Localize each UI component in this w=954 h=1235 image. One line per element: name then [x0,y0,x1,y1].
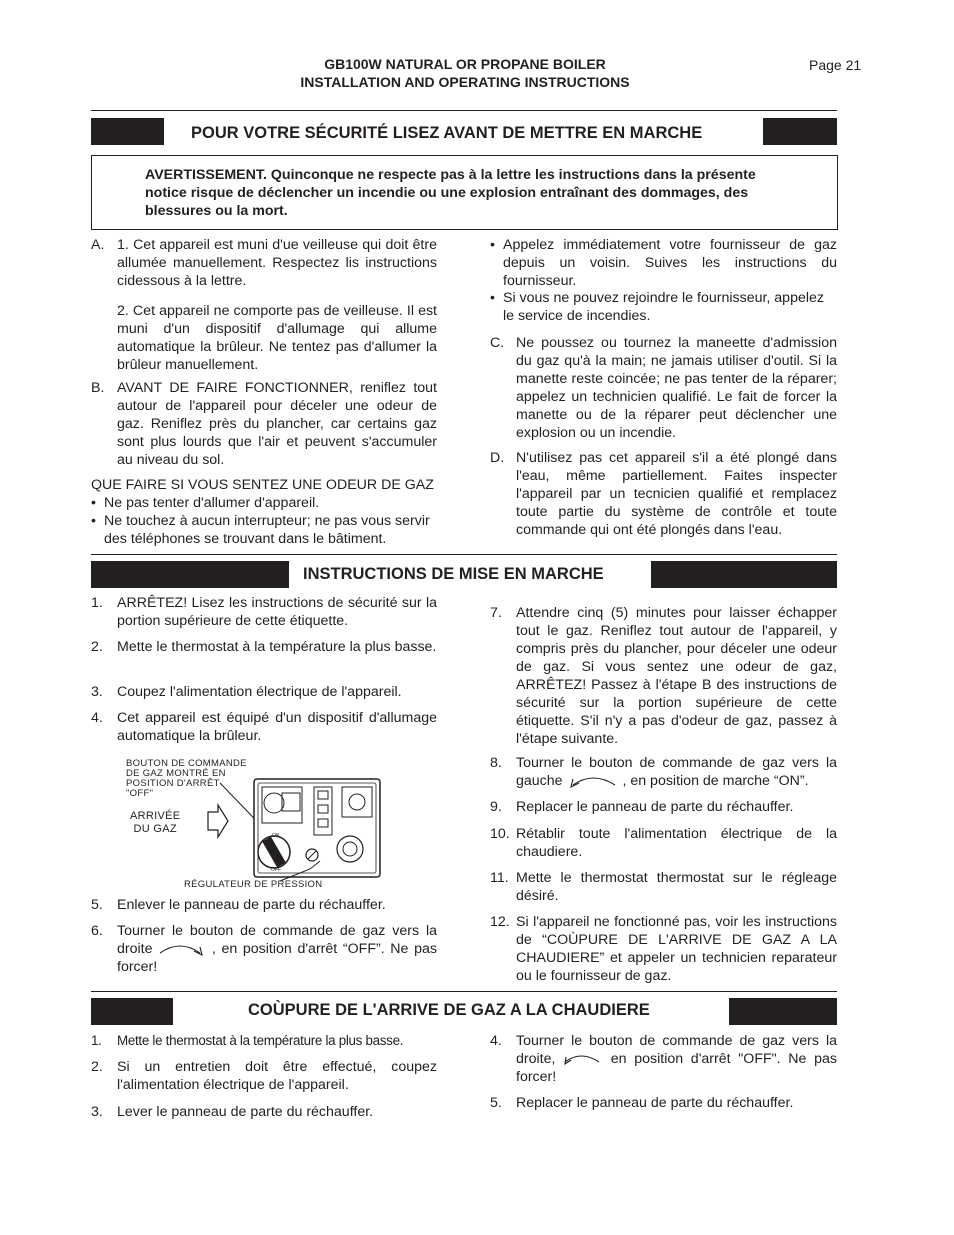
shutoff-step-5: 5. Replacer le panneau de parte du réchauffer. [490,1095,794,1111]
startup-step-4: 4. Cet appareil est équipé d'un dispositif d'allumage automatique la brûleur. [91,710,437,744]
item-label: A. [91,237,105,253]
startup-rule [91,554,837,555]
page-number: Page 21 [809,57,862,73]
shutoff-title: COÙPURE DE L'ARRIVE DE GAZ A LA CHAUDIERE [248,1001,650,1019]
shutoff-bar-right [729,998,837,1025]
startup-step-9: 9. Replacer le panneau de parte du réchauffer. [490,799,794,815]
startup-step-5: 5. Enlever le panneau de parte du réchauffer. [91,897,386,913]
startup-step-2: 2. Mette le thermostat à la température la plus basse. [91,639,437,655]
svg-text:OFF: OFF [271,867,281,873]
safety-bar-right [763,118,837,145]
bullet-text: Ne touchez à aucun interrupteur; ne pas vous servir des téléphones se trouvant dans le bâtiment. [104,513,430,547]
shutoff-step-4: 4. Tourner le bouton de commande de gaz vers la droite, en position d'arrêt "OFF". Ne pas forcer! [490,1033,837,1085]
que-faire-heading: QUE FAIRE SI VOUS SENTEZ UNE ODEUR DE GAZ [91,477,434,493]
safety-bar-left [91,118,164,145]
startup-bar-left [91,561,289,588]
startup-step-7: 7. Attendre cinq (5) minutes pour laisser échapper tout le gaz. Reniflez tout autour de l'appareil, y compris près du plancher, pour déceler une odeur de gaz. Si vous sentez une odeur de gaz, ARRÊTEZ! Passez à l'étape B des instructions de sécurité sur la portion supérieure de cette étiquette. S'il n'y a pas d'odeur de gaz, passez à l'étape suivante. [490,605,837,747]
startup-bar-right [651,561,837,588]
valve-drawing [120,757,390,882]
warning-text: AVERTISSEMENT. Quinconque ne respecte pas à la lettre les instructions dans la présente notice risque de déclencher un incendie ou une explosion entraînant des dommages, des blessures ou la mort. [145,167,756,219]
shutoff-step-2: 2. Si un entretien doit être effectué, coupez l'alimentation électrique de l'appareil. [91,1059,437,1093]
header-rule [91,110,837,111]
bullet-item: • Ne touchez à aucun interrupteur; ne pas vous servir des téléphones se trouvant dans le bâtiment. [91,512,437,548]
shutoff-bar-left [91,998,173,1025]
doc-header [200,55,730,91]
safety-item-b [91,379,437,469]
shutoff-step-3: 3. Lever le panneau de parte du réchauffer. [91,1104,374,1120]
startup-step-1: 1. ARRÊTEZ! Lisez les instructions de sécurité sur la portion supérieure de cette étiquette. [91,595,437,629]
item-label: B. [91,380,105,396]
startup-step-6: 6. Tourner le bouton de commande de gaz vers la droite , en position d'arrêt “OFF”. Ne pas forcer! [91,923,437,975]
shutoff-rule [91,991,837,992]
item-b-text: AVANT DE FAIRE FONCTIONNER, reniflez tout autour de l'appareil pour déceler une odeur de gaz. Reniflez près du plancher, car certains gaz sont plus lourds que l'air et peuvent s'accumuler au niveau du sol. [117,380,437,468]
bullet-item: • Appelez immédiatement votre fournisseur de gaz depuis un voisin. Suives les instructions du fournisseur. [490,237,837,289]
clockwise-arrow-icon [158,941,206,957]
item-c-text: Ne poussez ou tournez la maneette d'admission du gaz qu'à la main; ne jamais utiliser d'outil. Si la manette reste coincée; ne pas tenter de la réparer; appelez un technicien qualifié. Le fait de forcer la manette ou de la réparer peut déclencher une explosion ou un incendie. [516,335,837,441]
bullet-text: Ne pas tenter d'allumer d'appareil. [104,495,320,511]
item-a1-text: 1. Cet appareil est muni d'ue veilleuse qui doit être allumée manuellement. Respectez lis instructions cidessous à la lettre. [117,237,437,289]
bullet-text: Si vous ne pouvez rejoindre le fournisseur, appelez le service de incendies. [503,290,824,324]
inlet-label: ARRIVÉE DU GAZ [130,810,181,835]
startup-step-3: 3. Coupez l'alimentation électrique de l'appareil. [91,684,402,700]
safety-item-d [490,449,837,539]
counterclockwise-arrow-icon [567,773,619,789]
startup-step-12: 12. Si l'appareil ne fonctionné pas, voir les instructions de “COÙPURE DE L'ARRIVE DE GAZ A LA CHAUDIERE” et appeler un technicien reparateur ou le fournisseur de gaz. [490,914,837,984]
item-d-text: N'utilisez pas cet appareil s'il a été plongé dans l'eau, même partiellement. Faites inspecter l'appareil par un tecnicien qualifié et remplacez toute partie du système de contrôle et toute commande qui ont été plongés dans l'eau. [516,450,837,538]
knob-label: BOUTON DE COMMANDE DE GAZ MONTRÉ EN POSITION D'ARRÊT "OFF" [126,758,247,799]
gas-valve-diagram [120,757,390,892]
clockwise-arrow-icon [563,1052,603,1066]
safety-title: POUR VOTRE SÉCURITÉ LISEZ AVANT DE METTRE EN MARCHE [191,124,703,142]
item-a2-text: 2. Cet appareil ne comporte pas de veilleuse. Il est muni d'un dispositif d'allumage qui allume automatique la brûleur. Ne tentez pas d'allumer la brûleur manuellement. [117,303,437,373]
bullet-text: Appelez immédiatement votre fournisseur de gaz depuis un voisin. Suives les instructions du fournisseur. [503,237,837,289]
item-label: D. [490,450,505,466]
header-line1: GB100W NATURAL OR PROPANE BOILER [324,56,606,72]
startup-title: INSTRUCTIONS DE MISE EN MARCHE [303,565,604,583]
bullet-item: • Ne pas tenter d'allumer d'appareil. [91,494,437,512]
bullet-item: • Si vous ne pouvez rejoindre le fournisseur, appelez le service de incendies. [490,289,837,325]
inlet-arrow-icon [208,805,228,837]
header-line2: INSTALLATION AND OPERATING INSTRUCTIONS [300,74,630,90]
safety-item-c [490,334,837,442]
svg-text:ON: ON [272,833,280,839]
safety-item-a [91,236,437,374]
startup-step-11: 11. Mette le thermostat thermostat sur le régleage désiré. [490,870,837,904]
warning-box [91,155,838,230]
startup-step-10: 10. Rétablir toute l'alimentation électrique de la chaudiere. [490,826,837,860]
shutoff-step-1: 1. Mette le thermostat à la température la plus basse. [91,1033,404,1048]
item-label: C. [490,335,505,351]
regulator-label: RÉGULATEUR DE PRESSION [184,879,323,890]
startup-step-8: 8. Tourner le bouton de commande de gaz vers la gauche , en position de marche “ON”. [490,755,837,789]
